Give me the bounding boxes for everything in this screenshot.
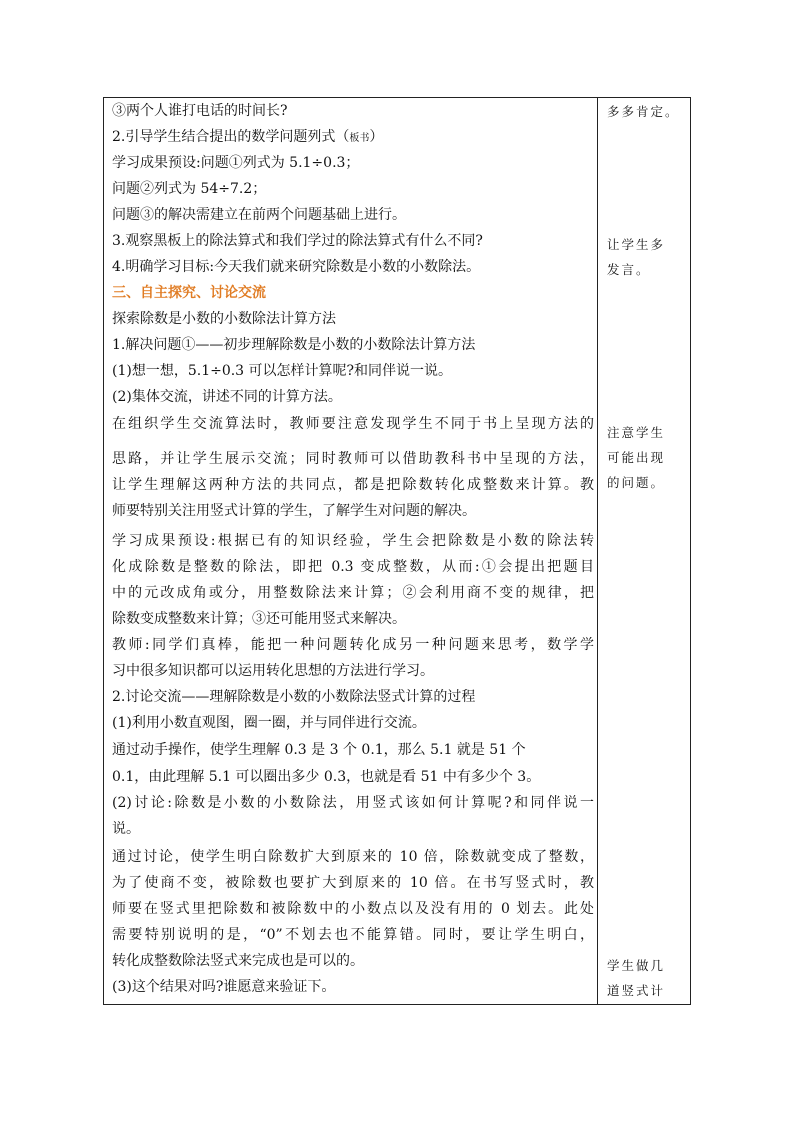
- text-line: (2)集体交流，讲述不同的计算方法。: [112, 389, 342, 405]
- text-line: 教师:同学们真棒，能把一种问题转化成另一种问题来思考，数学学: [112, 637, 594, 653]
- text-line: 问题③的解决需建立在前两个问题基础上进行。: [112, 207, 406, 223]
- text-line: 0.1，由此理解 5.1 可以圈出多少 0.3，也就是看 51 中有多少个 3。: [112, 769, 541, 785]
- text-line: 3.观察黑板上的除法算式和我们学过的除法算式有什么不同?: [112, 233, 483, 249]
- side-note: 多多肯定。: [607, 104, 680, 119]
- text-line: 说。: [112, 821, 140, 837]
- text-line: 让学生理解这两种方法的共同点，都是把除数转化成整数来计算。教: [112, 477, 594, 493]
- text-line: 化成除数是整数的除法，即把 0.3 变成整数，从而:①会提出把题目: [112, 559, 594, 575]
- text-line: 问题②列式为 54÷7.2；: [112, 181, 267, 197]
- text-line-part: ）: [369, 129, 384, 145]
- text-line-part: 2.引导学生结合提出的数学问题列式（: [112, 129, 350, 145]
- text-line: 学习成果预设:问题①列式为 5.1÷0.3；: [112, 155, 360, 171]
- lesson-plan-table: [103, 97, 691, 1005]
- text-line: 中的元改成角或分，用整数除法来计算；②会利用商不变的规律，把: [112, 585, 594, 601]
- text-line: 1.解决问题①——初步理解除数是小数的小数除法计算方法: [112, 337, 476, 353]
- side-note: 道竖式计: [607, 983, 666, 998]
- text-line: 为了使商不变，被除数也要扩大到原来的 10 倍。在书写竖式时，教: [112, 875, 594, 891]
- text-line: 师要特别关注用竖式计算的学生，了解学生对问题的解决。: [112, 503, 476, 519]
- text-line: 需要特别说明的是，“0”不划去也不能算错。同时，要让学生明白，: [112, 927, 594, 943]
- text-line: (3)这个结果对吗?谁愿意来验证下。: [112, 979, 336, 995]
- board-note: 板书: [349, 133, 370, 144]
- side-note: 学生做几: [607, 958, 666, 973]
- text-line: [112, 127, 383, 149]
- column-divider: [597, 98, 598, 1004]
- text-line: 思路，并让学生展示交流；同时教师可以借助教科书中呈现的方法，: [112, 451, 594, 467]
- text-line: (1)想一想，5.1÷0.3 可以怎样计算呢?和同伴说一说。: [112, 363, 453, 379]
- text-line: 通过讨论，使学生明白除数扩大到原来的 10 倍，除数就变成了整数，: [112, 849, 594, 865]
- text-line: (1)利用小数直观图，圈一圈，并与同伴进行交流。: [112, 715, 426, 731]
- text-line: 学习成果预设:根据已有的知识经验，学生会把除数是小数的除法转: [112, 533, 594, 549]
- text-line: ③两个人谁打电话的时间长?: [112, 103, 288, 119]
- text-line: 师要在竖式里把除数和被除数中的小数点以及没有用的 0 划去。此处: [112, 901, 594, 917]
- side-note: 发言。: [607, 262, 651, 277]
- text-line: 除数变成整数来计算；③还可能用竖式来解决。: [112, 611, 406, 627]
- text-line: (2)讨论:除数是小数的小数除法，用竖式该如何计算呢?和同伴说一: [112, 795, 594, 811]
- side-note: 让学生多: [607, 237, 666, 252]
- text-line: 4.明确学习目标:今天我们就来研究除数是小数的小数除法。: [112, 259, 481, 275]
- text-line: 习中很多知识都可以运用转化思想的方法进行学习。: [112, 663, 434, 679]
- section-heading: 三、自主探究、讨论交流: [112, 285, 266, 301]
- side-note: 可能出现: [607, 450, 666, 465]
- text-line: 2.讨论交流——理解除数是小数的小数除法竖式计算的过程: [112, 689, 476, 705]
- side-note: 注意学生: [607, 425, 666, 440]
- text-line: 转化成整数除法竖式来完成也是可以的。: [112, 953, 364, 969]
- text-line: 在组织学生交流算法时，教师要注意发现学生不同于书上呈现方法的: [112, 416, 594, 432]
- side-note: 的问题。: [607, 475, 666, 490]
- text-line: 通过动手操作，使学生理解 0.3 是 3 个 0.1，那么 5.1 就是 51 个: [112, 742, 526, 758]
- text-line: 探索除数是小数的小数除法计算方法: [112, 311, 336, 327]
